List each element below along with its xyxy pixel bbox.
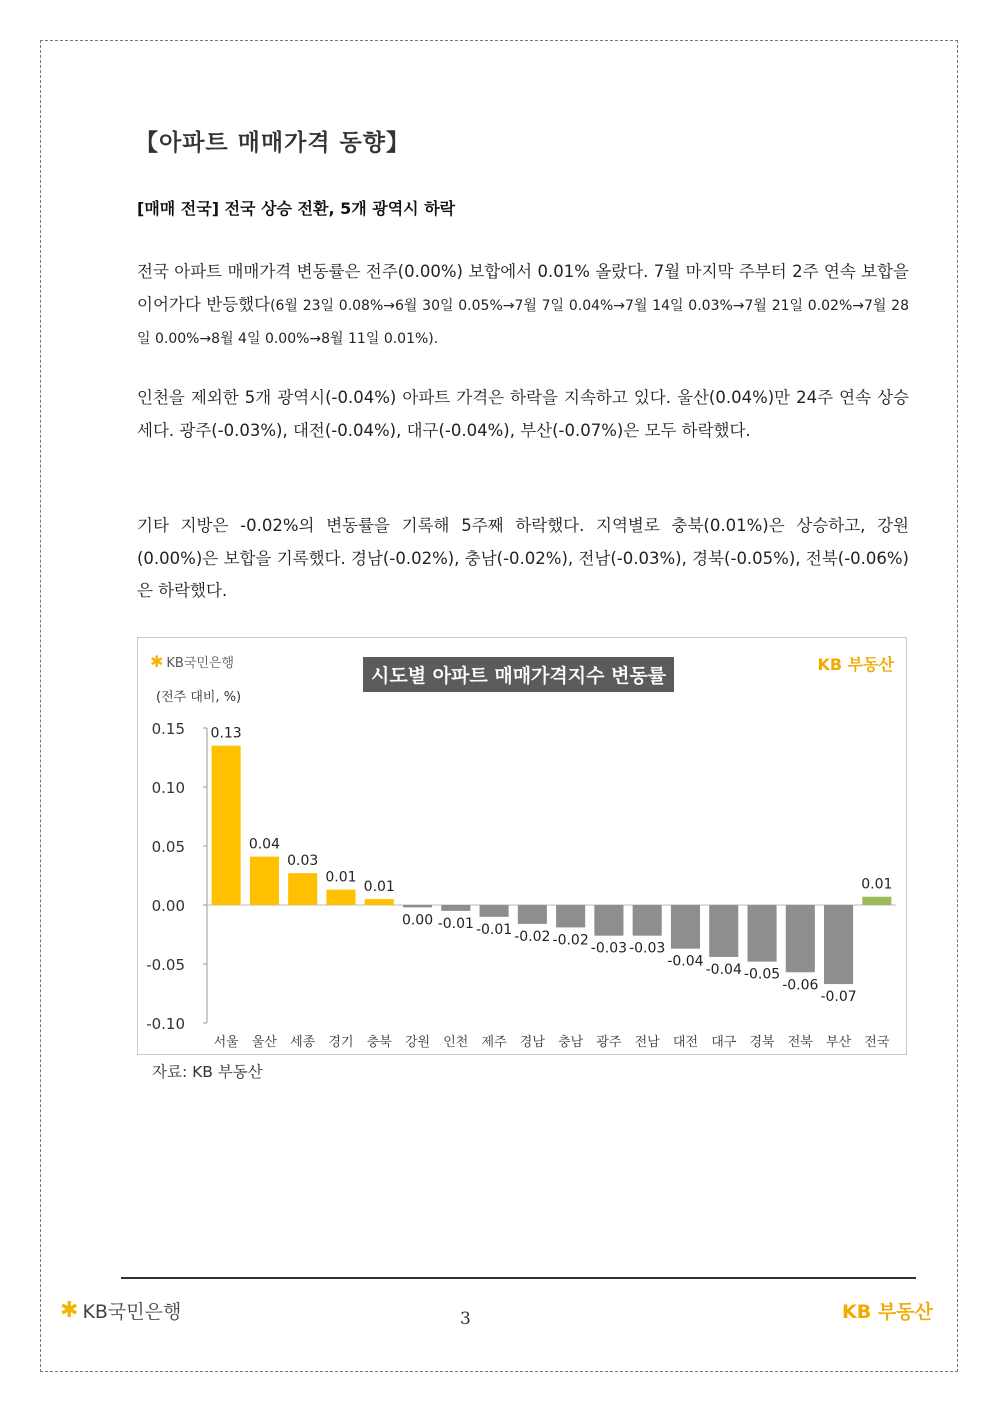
subheading: [매매 전국] 전국 상승 전환, 5개 광역시 하락: [137, 199, 456, 218]
bar-chart: [138, 638, 906, 1054]
data-label: -0.01: [437, 915, 474, 932]
page-number: 3: [460, 1309, 471, 1329]
section-title: 【아파트 매매가격 동향】: [135, 130, 410, 156]
x-tick-label: 경북: [749, 1035, 775, 1050]
x-tick-label: 제주: [481, 1035, 507, 1050]
x-tick-label: 울산: [251, 1035, 277, 1050]
bar-전북: [786, 905, 815, 972]
bar-강원: [403, 905, 432, 907]
x-tick-label: 대전: [672, 1035, 699, 1050]
data-label: 0.01: [325, 869, 357, 886]
chart-kb-estate-logo: KB 부동산: [817, 655, 894, 674]
bar-부산: [824, 905, 853, 984]
data-label: 0.04: [248, 836, 281, 853]
y-tick-label: -0.10: [146, 1015, 185, 1033]
bar-대구: [709, 905, 738, 957]
data-label: 0.00: [401, 912, 434, 929]
y-tick-label: 0.00: [151, 897, 185, 915]
data-label: 0.03: [287, 853, 319, 870]
bar-충북: [365, 899, 394, 905]
data-label: -0.01: [475, 921, 513, 938]
bar-경기: [326, 890, 355, 905]
chart-kb-logo-text: KB국민은행: [166, 656, 235, 671]
bar-전남: [633, 905, 662, 936]
paragraph-metro: 인천을 제외한 5개 광역시(-0.04%) 아파트 가격은 하락을 지속하고 있다. 울산(0.04%)만 24주 연속 상승세다. 광주(-0.03%), 대전(-0.04%), 대구(-0.04%), 부산(-0.07%)은 모두 하락했다.: [137, 388, 909, 440]
data-label: -0.02: [552, 932, 589, 949]
chart-y-unit: (전주 대비, %): [156, 690, 242, 705]
footer-kb-logo-text: KB국민은행: [82, 1301, 182, 1323]
data-label: 0.01: [861, 876, 893, 893]
x-tick-label: 부산: [826, 1035, 852, 1050]
x-tick-label: 강원: [404, 1035, 431, 1050]
data-label: -0.06: [782, 977, 819, 994]
footer-divider: [121, 1277, 916, 1279]
paragraph-regions: 기타 지방은 -0.02%의 변동률을 기록해 5주째 하락했다. 지역별로 충북(0.01%)은 상승하고, 강원(0.00%)은 보합을 기록했다. 경남(-0.02%), 충남(-0.02%), 전남(-0.03%), 경북(-0.05%), 전북(-0.06%)은 하락했다.: [137, 516, 909, 600]
x-tick-label: 서울: [213, 1035, 239, 1050]
data-label: -0.05: [743, 966, 781, 983]
bar-세종: [288, 873, 317, 905]
x-tick-label: 전북: [787, 1035, 813, 1050]
paragraph-national: [137, 256, 909, 356]
x-tick-label: 경남: [519, 1035, 545, 1050]
paragraph-national-detail: (6월 23일 0.08%→6월 30일 0.05%→7월 7일 0.04%→7월 14일 0.03%→7월 21일 0.02%→7월 28일 0.00%→8월 4일 0.00%→8월 11일 0.01%).: [137, 297, 909, 347]
x-tick-label: 전국: [864, 1035, 890, 1050]
kb-star-icon: ✱: [150, 651, 164, 671]
bar-경북: [747, 905, 776, 962]
bar-전국: [862, 897, 891, 905]
y-tick-label: -0.05: [146, 956, 185, 974]
x-tick-label: 전남: [634, 1035, 660, 1050]
kb-star-icon: ✱: [60, 1297, 79, 1323]
source-note: 자료: KB 부동산: [152, 1063, 263, 1081]
x-tick-label: 경기: [328, 1035, 354, 1050]
bar-울산: [250, 857, 279, 905]
data-label: -0.04: [705, 961, 742, 978]
bar-인천: [441, 905, 470, 911]
chart-container: [137, 637, 907, 1055]
y-tick-label: 0.10: [151, 779, 185, 797]
data-label: -0.02: [514, 928, 551, 945]
x-tick-label: 인천: [443, 1035, 469, 1050]
x-tick-label: 충남: [558, 1035, 584, 1050]
bar-경남: [518, 905, 547, 924]
footer-kb-estate-logo: KB 부동산: [842, 1301, 933, 1323]
data-label: -0.07: [820, 989, 857, 1006]
footer-kb-logo: [60, 1297, 181, 1324]
data-label: 0.01: [363, 879, 395, 896]
y-tick-label: 0.05: [151, 838, 185, 856]
bar-서울: [212, 746, 241, 905]
x-tick-label: 대구: [711, 1035, 737, 1050]
bar-광주: [594, 905, 623, 936]
data-label: -0.03: [629, 940, 666, 957]
data-label: -0.04: [667, 953, 704, 970]
x-tick-label: 세종: [290, 1035, 316, 1050]
bar-대전: [671, 905, 700, 949]
data-label: 0.13: [210, 725, 242, 742]
x-tick-label: 광주: [596, 1035, 622, 1050]
bar-제주: [480, 905, 509, 917]
bar-충남: [556, 905, 585, 927]
x-tick-label: 충북: [366, 1035, 392, 1050]
y-tick-label: 0.15: [151, 720, 185, 738]
paragraph-national-main: 전국 아파트 매매가격 변동률은 전주(0.00%) 보합에서 0.01% 올랐다. 7월 마지막 주부터 2주 연속 보합을 이어가다 반등했다: [137, 262, 909, 314]
data-label: -0.03: [590, 940, 628, 957]
chart-title: 시도별 아파트 매매가격지수 변동률: [363, 657, 674, 692]
